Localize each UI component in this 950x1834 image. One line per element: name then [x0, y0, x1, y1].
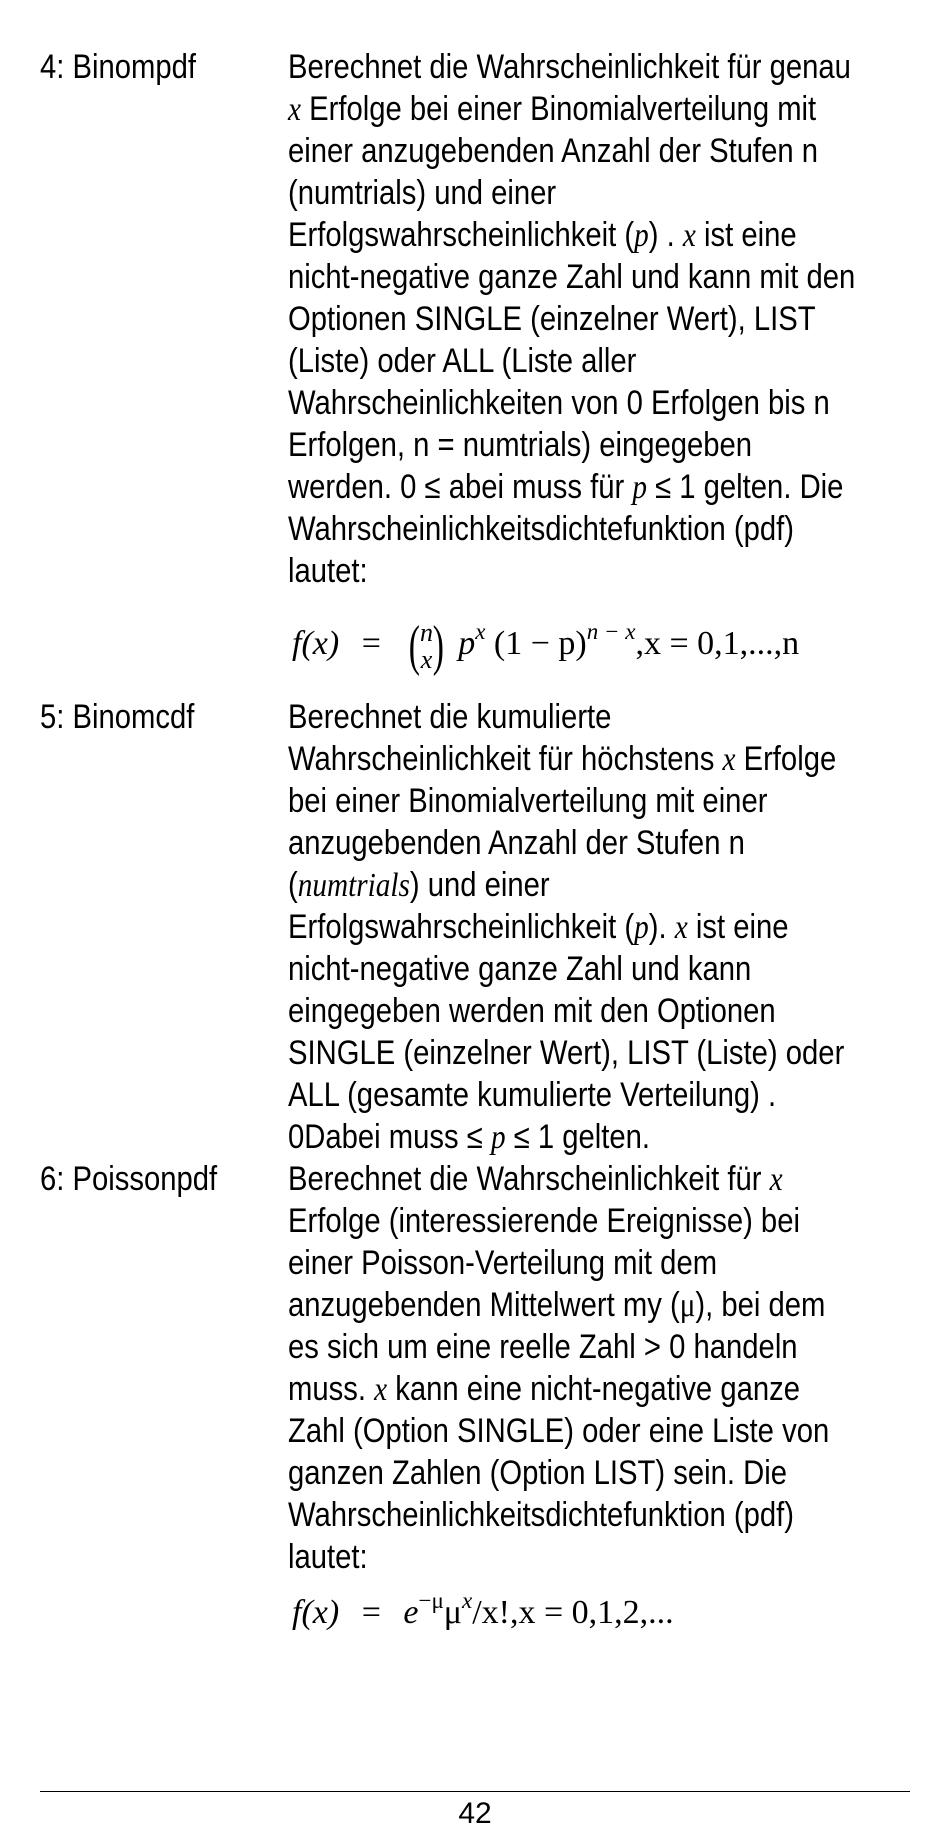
footer-rule	[40, 1791, 910, 1792]
math-variable: p	[634, 909, 649, 946]
text-run: Wahrscheinlichkeitsdichtefunktion (pdf)	[288, 510, 794, 548]
formula-exponent: −μ	[418, 1588, 444, 1613]
text-run: Zahl (Option SINGLE) oder eine Liste von	[288, 1412, 830, 1450]
math-variable: numtrials	[297, 867, 410, 904]
description-line	[288, 130, 856, 172]
binomial-coefficient: (n x)	[409, 615, 444, 677]
text-run: Erfolge (interessierende Ereignisse) bei	[288, 1202, 800, 1240]
description-line	[288, 1368, 856, 1410]
text-run: ).	[648, 908, 675, 946]
math-variable: x	[682, 217, 696, 254]
entry-label: 5: Binomcdf	[40, 698, 195, 736]
description-line	[288, 864, 856, 906]
formula-lhs: f(x)	[292, 1594, 340, 1631]
formula-exponent: x	[462, 1588, 473, 1613]
description-line	[288, 1116, 856, 1158]
text-run: ist eine	[687, 908, 789, 946]
text-run: Optionen SINGLE (einzelner Wert), LIST	[288, 300, 816, 338]
binom-bottom: x	[420, 645, 433, 674]
description-line	[288, 382, 856, 424]
description-line	[288, 340, 856, 382]
math-variable: x	[769, 1161, 783, 1198]
text-run: Berechnet die Wahrscheinlichkeit für	[288, 1160, 770, 1198]
formula-exponent: n − x	[586, 618, 636, 644]
description-line	[288, 1242, 856, 1284]
formula-exponent: x	[475, 618, 486, 644]
text-run: anzugebenden Anzahl der Stufen n	[288, 824, 745, 862]
text-run: lautet:	[288, 1538, 368, 1576]
description-line	[288, 822, 856, 864]
text-run: ≤ 1 gelten.	[505, 1118, 651, 1156]
description-line	[288, 1032, 856, 1074]
math-symbol: μ	[679, 1287, 696, 1324]
text-run: kann eine nicht-negative ganze	[387, 1370, 800, 1408]
text-run: einer Poisson-Verteilung mit dem	[288, 1244, 718, 1282]
description-line	[288, 1158, 856, 1200]
text-run: ALL (gesamte kumulierte Verteilung) .	[288, 1076, 777, 1114]
text-run: (Liste) oder ALL (Liste aller	[288, 342, 637, 380]
formula-equals: =	[361, 1594, 381, 1631]
binompdf-formula	[292, 615, 800, 677]
text-run: nicht-negative ganze Zahl und kann	[288, 950, 752, 988]
text-run: nicht-negative ganze Zahl und kann mit den	[288, 258, 856, 296]
text-run: eingegeben werden mit den Optionen	[288, 992, 776, 1030]
text-run: ) .	[648, 216, 683, 254]
text-run: Erfolgswahrscheinlichkeit (	[288, 216, 635, 254]
description-line	[288, 256, 856, 298]
description-line	[288, 172, 856, 214]
description-line	[288, 906, 856, 948]
text-run: Berechnet die kumulierte	[288, 698, 612, 736]
math-variable: x	[722, 741, 736, 778]
description-line	[288, 46, 856, 88]
text-run: bei einer Binomialverteilung mit einer	[288, 782, 768, 820]
description-line	[288, 550, 856, 592]
formula-base: p	[458, 624, 476, 662]
text-run: muss.	[288, 1370, 375, 1408]
description-line	[288, 948, 856, 990]
entry-description	[288, 46, 948, 592]
text-run: einer anzugebenden Anzahl der Stufen n	[288, 132, 819, 170]
description-line	[288, 466, 856, 508]
text-run: 0Dabei muss ≤	[288, 1118, 491, 1156]
description-line	[288, 508, 856, 550]
text-run: SINGLE (einzelner Wert), LIST (Liste) oder	[288, 1034, 845, 1072]
text-run: ), bei dem	[695, 1286, 826, 1324]
text-run: ≤ 1 gelten. Die	[646, 468, 844, 506]
math-variable: x	[288, 91, 301, 128]
description-line	[288, 1074, 856, 1116]
formula-tail: /x!,x = 0,1,2,...	[472, 1594, 674, 1631]
description-line	[288, 738, 856, 780]
poissonpdf-formula	[292, 1588, 674, 1632]
math-variable: x	[374, 1371, 388, 1408]
binom-top: n	[420, 618, 434, 647]
page-number: 42	[458, 1797, 492, 1830]
description-line	[288, 1536, 856, 1578]
description-line	[288, 990, 856, 1032]
description-line	[288, 1284, 856, 1326]
description-line	[288, 424, 856, 466]
formula-factor: (1 − p)	[493, 624, 587, 662]
formula-base: e	[403, 1594, 419, 1631]
description-line	[288, 1326, 856, 1368]
description-line	[288, 1410, 856, 1452]
math-variable: p	[632, 469, 647, 506]
entry-description	[288, 696, 948, 1158]
text-run: Wahrscheinlichkeiten von 0 Erfolgen bis n	[288, 384, 830, 422]
entry-label: 4: Binompdf	[40, 48, 197, 86]
text-run: Erfolge	[735, 740, 837, 778]
text-run: Wahrscheinlichkeitsdichtefunktion (pdf)	[288, 1496, 794, 1534]
entry-description	[288, 1158, 948, 1578]
math-variable: p	[490, 1119, 506, 1156]
text-run: ganzen Zahlen (Option LIST) sein. Die	[288, 1454, 787, 1492]
description-line	[288, 1494, 856, 1536]
formula-tail: ,x = 0,1,...,n	[635, 624, 800, 662]
text-run: (	[288, 866, 298, 904]
description-line	[288, 298, 856, 340]
description-line	[288, 696, 856, 738]
description-line	[288, 214, 856, 256]
text-run: anzugebenden Mittelwert my (	[288, 1286, 680, 1324]
description-line	[288, 1452, 856, 1494]
description-line	[288, 88, 856, 130]
text-run: Erfolge bei einer Binomialverteilung mit	[300, 90, 817, 128]
text-run: ) und einer	[409, 866, 550, 904]
text-run: lautet:	[288, 552, 368, 590]
description-line	[288, 780, 856, 822]
text-run: es sich um eine reelle Zahl > 0 handeln	[288, 1328, 798, 1366]
text-run: (numtrials) und einer	[288, 174, 557, 212]
text-run: ist eine	[695, 216, 797, 254]
entry-label: 6: Poissonpdf	[40, 1160, 218, 1198]
description-line	[288, 1200, 856, 1242]
text-run: Erfolgen, n = numtrials) eingegeben	[288, 426, 753, 464]
text-run: Wahrscheinlichkeit für höchstens	[288, 740, 723, 778]
text-run: Berechnet die Wahrscheinlichkeit für genau	[288, 48, 851, 86]
math-variable: x	[674, 909, 688, 946]
text-run: Erfolgswahrscheinlichkeit (	[288, 908, 635, 946]
formula-mu: μ	[443, 1594, 463, 1631]
text-run: werden. 0 ≤ abei muss für	[288, 468, 633, 506]
math-variable: p	[634, 217, 649, 254]
formula-equals: =	[361, 624, 381, 662]
formula-lhs: f(x)	[292, 624, 340, 662]
